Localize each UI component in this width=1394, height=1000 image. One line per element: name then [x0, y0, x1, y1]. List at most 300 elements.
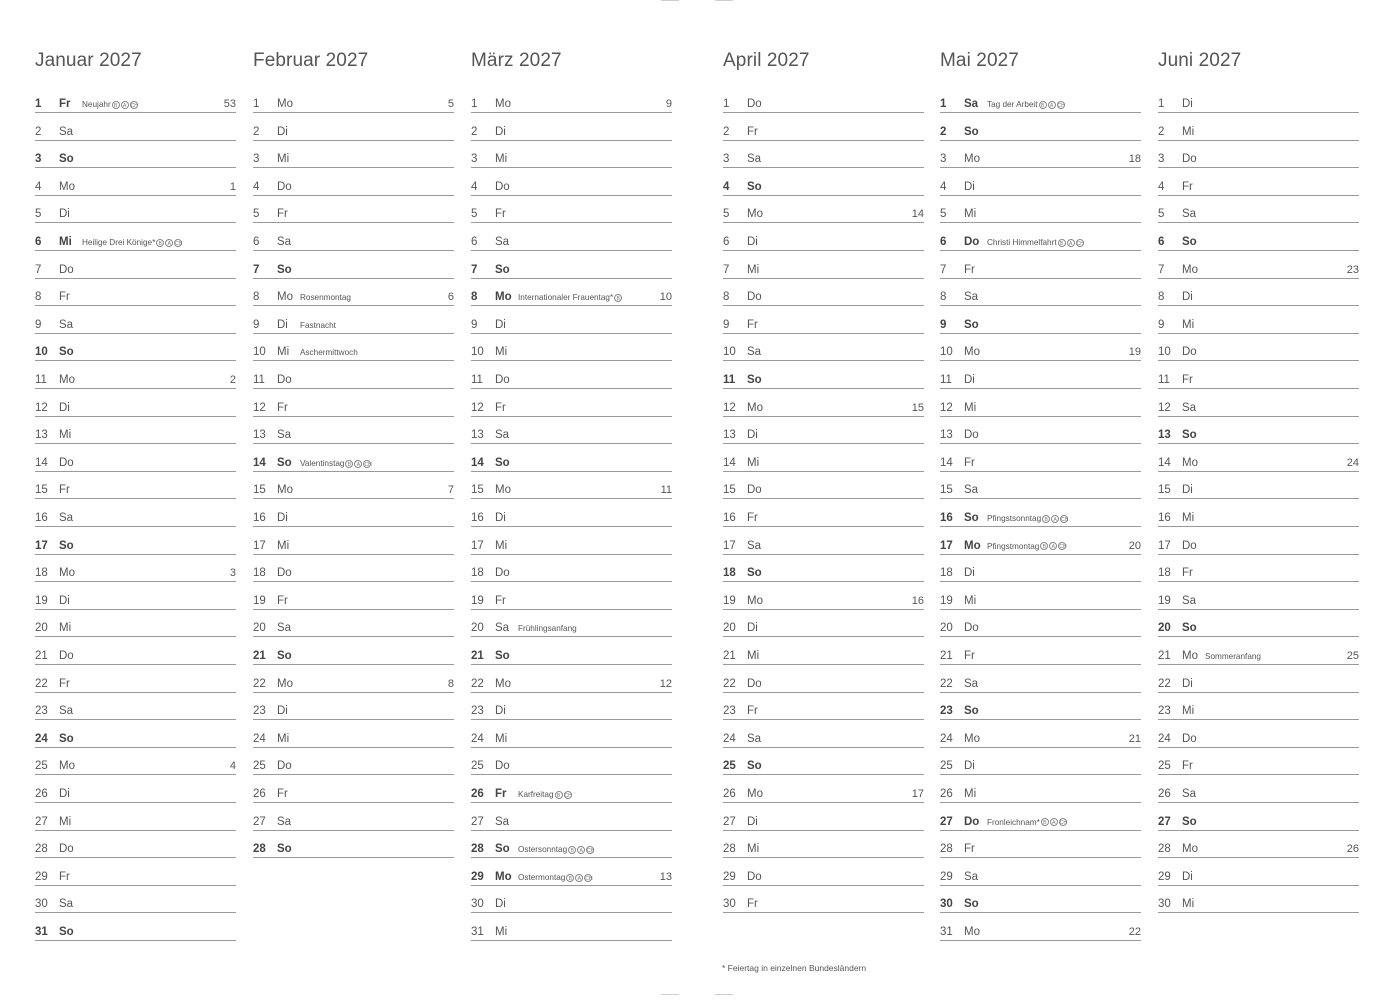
region-badge: CH	[175, 240, 183, 247]
weekday: Mo	[277, 484, 293, 497]
weekday: Sa	[964, 677, 979, 690]
day-row	[723, 733, 924, 748]
day-row	[471, 622, 672, 637]
day-row	[253, 291, 454, 306]
day-row	[471, 567, 672, 582]
day-number: 9	[35, 318, 42, 331]
weekday: Mo	[495, 291, 512, 304]
day-row	[1158, 291, 1359, 306]
day-row	[471, 153, 672, 168]
region-badge: B	[156, 239, 164, 247]
weekday: Sa	[495, 815, 510, 828]
week-number: 23	[1346, 263, 1359, 276]
weekday: Fr	[59, 870, 70, 883]
day-number: 24	[723, 732, 736, 745]
weekday: Sa	[747, 539, 762, 552]
weekday: Fr	[1182, 760, 1193, 773]
day-number: 2	[723, 125, 730, 138]
holiday-name: Sommeranfang	[1205, 652, 1261, 661]
weekday: Mi	[277, 346, 290, 359]
weekday: Di	[277, 318, 288, 331]
day-row	[35, 153, 236, 168]
day-number: 16	[940, 512, 953, 524]
day-row	[1158, 264, 1359, 279]
day-row	[35, 650, 236, 665]
day-row	[35, 926, 236, 941]
day-row	[1158, 567, 1359, 582]
weekday: Fr	[495, 401, 506, 414]
weekday: So	[747, 180, 762, 193]
day-row	[35, 181, 236, 196]
day-number: 25	[940, 760, 953, 773]
day-number: 17	[253, 539, 266, 552]
weekday: So	[277, 843, 292, 856]
day-number: 13	[1158, 429, 1171, 442]
day-number: 9	[1158, 318, 1165, 331]
weekday: Fr	[59, 291, 70, 304]
day-number: 27	[723, 815, 736, 828]
weekday: So	[964, 898, 979, 911]
holiday-label	[300, 348, 358, 357]
day-row	[35, 264, 236, 279]
weekday: Mi	[964, 594, 977, 607]
footnote: * Feiertag in einzelnen Bundesländern	[722, 963, 867, 973]
week-number: 6	[447, 291, 454, 304]
weekday: So	[495, 843, 510, 856]
region-badge: A	[165, 239, 173, 247]
weekday: Di	[495, 705, 506, 718]
weekday: Di	[277, 512, 288, 524]
week-number: 1	[229, 180, 236, 193]
weekday: Do	[747, 291, 762, 304]
holiday-label	[987, 100, 1065, 109]
weekday: Do	[495, 374, 510, 386]
weekday: So	[964, 512, 979, 524]
weekday: Di	[59, 594, 70, 607]
week-number: 18	[1128, 153, 1141, 166]
weekday: Mi	[59, 815, 72, 828]
day-row	[723, 760, 924, 775]
day-number: 24	[253, 732, 266, 745]
weekday: Di	[59, 401, 70, 414]
weekday: Di	[495, 125, 506, 138]
weekday: Fr	[1182, 374, 1193, 386]
day-row	[723, 540, 924, 555]
day-number: 21	[723, 650, 736, 662]
weekday: So	[964, 705, 979, 718]
day-row	[253, 181, 454, 196]
day-row	[723, 484, 924, 499]
day-number: 28	[940, 843, 953, 856]
day-number: 27	[253, 815, 266, 828]
weekday: Mo	[59, 180, 75, 193]
day-row	[253, 374, 454, 389]
region-badge: CH	[1076, 240, 1084, 247]
weekday: Di	[495, 512, 506, 524]
day-number: 20	[35, 622, 48, 635]
weekday: Sa	[59, 705, 74, 718]
day-row	[35, 98, 236, 113]
holiday-name: Fastnacht	[300, 320, 336, 330]
week-number: 19	[1128, 346, 1141, 359]
region-badge: CH	[364, 461, 372, 468]
week-number: 4	[229, 760, 236, 773]
weekday: Do	[1182, 732, 1197, 745]
holiday-label	[300, 321, 336, 330]
day-number: 20	[940, 622, 953, 635]
weekday: Fr	[1182, 180, 1193, 193]
weekday: Sa	[1182, 594, 1197, 607]
weekday: Di	[1182, 870, 1193, 883]
weekday: Mi	[1182, 705, 1195, 718]
day-row	[723, 98, 924, 113]
day-number: 5	[1158, 208, 1165, 221]
region-badge: CH	[1059, 544, 1067, 551]
day-number: 5	[253, 208, 260, 221]
day-row	[723, 871, 924, 886]
day-number: 6	[723, 236, 730, 248]
day-number: 26	[940, 788, 953, 800]
day-number: 15	[471, 484, 484, 497]
day-number: 14	[471, 456, 484, 469]
weekday: Mi	[59, 622, 72, 635]
day-number: 16	[1158, 512, 1171, 524]
day-number: 7	[253, 263, 260, 276]
day-row	[940, 153, 1141, 168]
day-row	[940, 402, 1141, 417]
day-number: 13	[253, 429, 266, 442]
day-row	[35, 760, 236, 775]
day-number: 27	[1158, 815, 1171, 828]
day-row	[940, 622, 1141, 637]
weekday: Sa	[495, 236, 510, 248]
weekday: Di	[964, 374, 975, 386]
day-row	[1158, 788, 1359, 803]
week-number: 3	[229, 567, 236, 580]
day-number: 6	[940, 236, 947, 248]
day-number: 29	[723, 870, 736, 883]
day-number: 6	[471, 236, 478, 248]
weekday: Do	[495, 760, 510, 773]
day-number: 14	[35, 456, 48, 469]
day-number: 19	[1158, 594, 1171, 607]
weekday: Fr	[277, 788, 288, 800]
day-number: 11	[253, 374, 265, 386]
day-number: 17	[1158, 539, 1171, 552]
day-row	[471, 346, 672, 361]
weekday: Fr	[59, 677, 70, 690]
weekday: So	[59, 539, 74, 552]
holiday-name: Pfingstsonntag	[987, 514, 1042, 523]
day-row	[35, 236, 236, 251]
day-number: 18	[471, 567, 484, 580]
day-row	[940, 429, 1141, 444]
weekday: Mi	[747, 456, 760, 469]
holiday-name: Rosenmontag	[300, 293, 351, 303]
weekday: Do	[59, 650, 74, 662]
day-number: 26	[253, 788, 266, 800]
day-row	[940, 871, 1141, 886]
day-row	[253, 733, 454, 748]
day-row	[35, 788, 236, 803]
day-row	[35, 567, 236, 582]
day-row	[35, 540, 236, 555]
day-number: 20	[723, 622, 736, 635]
crop-mark	[715, 0, 733, 1]
day-row	[1158, 484, 1359, 499]
weekday: Fr	[964, 456, 975, 469]
holiday-label	[518, 873, 592, 882]
day-row	[1158, 816, 1359, 831]
day-row	[940, 595, 1141, 610]
day-row	[253, 788, 454, 803]
day-number: 24	[940, 732, 953, 745]
day-row	[471, 264, 672, 279]
weekday: Mi	[1182, 512, 1195, 524]
day-number: 22	[471, 677, 484, 690]
week-number: 12	[659, 677, 672, 690]
day-row	[940, 126, 1141, 141]
month-title: Februar 2027	[253, 50, 369, 71]
weekday: Mo	[747, 788, 763, 800]
day-row	[35, 595, 236, 610]
day-number: 17	[940, 539, 953, 552]
day-row	[253, 843, 454, 858]
holiday-name: Karfreitag	[518, 790, 554, 799]
day-number: 4	[723, 180, 730, 193]
day-row	[940, 760, 1141, 775]
weekday: Mo	[277, 291, 293, 304]
weekday: Mo	[747, 401, 763, 414]
day-row	[253, 705, 454, 720]
region-badge: B	[555, 791, 563, 799]
day-row	[253, 760, 454, 775]
weekday: So	[747, 567, 762, 580]
day-row	[723, 678, 924, 693]
holiday-name: Christi Himmelfahrt	[987, 238, 1057, 247]
day-number: 1	[471, 98, 478, 110]
weekday: Sa	[277, 429, 292, 442]
day-number: 15	[723, 484, 736, 497]
weekday: Fr	[495, 208, 506, 221]
day-row	[723, 291, 924, 306]
day-row	[253, 208, 454, 223]
day-row	[471, 678, 672, 693]
weekday: So	[747, 760, 762, 773]
day-row	[940, 705, 1141, 720]
day-row	[1158, 374, 1359, 389]
day-row	[1158, 595, 1359, 610]
holiday-name: Internationaler Frauentag*	[518, 293, 614, 303]
day-number: 26	[723, 788, 736, 800]
day-row	[471, 540, 672, 555]
day-number: 8	[35, 291, 42, 304]
weekday: Di	[747, 815, 758, 828]
day-row	[471, 457, 672, 472]
day-number: 22	[723, 677, 736, 690]
day-number: 7	[940, 263, 947, 276]
day-row	[471, 705, 672, 720]
day-row	[723, 595, 924, 610]
weekday: So	[59, 926, 74, 938]
weekday: Mo	[964, 539, 981, 552]
weekday: Di	[495, 898, 506, 911]
weekday: Mo	[747, 594, 763, 607]
week-number: 14	[911, 208, 924, 221]
crop-mark	[715, 994, 733, 995]
region-badge: A	[577, 846, 585, 854]
day-number: 7	[471, 263, 478, 276]
weekday: Di	[747, 429, 758, 442]
week-number: 22	[1128, 926, 1141, 938]
weekday: Sa	[747, 346, 762, 359]
day-row	[940, 567, 1141, 582]
day-row	[35, 843, 236, 858]
day-row	[940, 788, 1141, 803]
day-number: 4	[35, 180, 42, 193]
day-number: 14	[723, 456, 736, 469]
day-number: 21	[253, 650, 266, 662]
weekday: Fr	[747, 898, 758, 911]
day-row	[253, 236, 454, 251]
weekday: Mi	[277, 732, 290, 745]
day-number: 28	[253, 843, 266, 856]
region-badge: B	[345, 460, 353, 468]
weekday: Mo	[964, 926, 980, 938]
weekday: Mo	[964, 732, 980, 745]
day-number: 24	[471, 732, 484, 745]
day-row	[940, 843, 1141, 858]
holiday-name: Frühlingsanfang	[518, 624, 577, 634]
day-number: 6	[1158, 236, 1165, 248]
day-number: 19	[940, 594, 953, 607]
day-row	[253, 484, 454, 499]
weekday: Sa	[964, 98, 979, 110]
weekday: Do	[277, 567, 292, 580]
day-number: 13	[940, 429, 953, 442]
region-badge: CH	[1059, 820, 1068, 827]
weekday: Sa	[1182, 788, 1197, 800]
day-number: 29	[1158, 870, 1171, 883]
day-row	[471, 926, 672, 941]
day-row	[471, 843, 672, 858]
weekday: Mo	[495, 677, 511, 690]
day-number: 23	[253, 705, 266, 718]
weekday: Do	[59, 843, 74, 856]
day-number: 4	[940, 180, 947, 193]
day-number: 1	[35, 98, 42, 110]
day-row	[940, 346, 1141, 361]
week-number: 13	[659, 870, 672, 883]
week-number: 24	[1346, 456, 1359, 469]
day-number: 23	[1158, 705, 1171, 718]
weekday: So	[59, 732, 74, 745]
day-number: 30	[35, 898, 48, 911]
day-row	[1158, 622, 1359, 637]
weekday: So	[964, 125, 979, 138]
weekday: So	[1182, 815, 1197, 828]
region-badge: B	[1039, 101, 1047, 109]
day-number: 19	[723, 594, 736, 607]
day-row	[35, 208, 236, 223]
weekday: Di	[277, 125, 288, 138]
month-title: Juni 2027	[1158, 50, 1242, 71]
day-row	[471, 816, 672, 831]
day-row	[35, 733, 236, 748]
day-row	[35, 291, 236, 306]
week-number: 15	[911, 401, 924, 414]
day-number: 3	[723, 153, 730, 166]
day-row	[253, 595, 454, 610]
day-row	[471, 512, 672, 527]
weekday: Sa	[964, 291, 979, 304]
day-row	[1158, 733, 1359, 748]
day-number: 30	[940, 898, 953, 911]
day-row	[1158, 650, 1359, 665]
weekday: Mo	[1182, 456, 1198, 469]
weekday: Mi	[59, 429, 72, 442]
day-row	[1158, 540, 1359, 555]
day-row	[253, 540, 454, 555]
day-number: 8	[940, 291, 947, 304]
day-number: 9	[471, 318, 478, 331]
weekday: So	[277, 650, 292, 662]
day-row	[471, 402, 672, 417]
day-row	[723, 236, 924, 251]
day-row	[940, 650, 1141, 665]
weekday: Di	[964, 567, 975, 580]
region-badge: CH	[587, 848, 595, 855]
weekday: Sa	[59, 512, 74, 524]
day-number: 5	[723, 208, 730, 221]
day-row	[723, 319, 924, 334]
day-number: 14	[253, 456, 266, 469]
day-row	[471, 898, 672, 913]
holiday-name: Ostermontag	[518, 872, 566, 882]
day-number: 7	[1158, 263, 1165, 276]
holiday-label	[518, 293, 622, 302]
day-row	[253, 153, 454, 168]
weekday: Mo	[59, 567, 75, 580]
day-row	[723, 346, 924, 361]
weekday: Mo	[495, 870, 512, 883]
day-number: 8	[471, 291, 478, 304]
week-number: 20	[1128, 539, 1141, 552]
weekday: So	[495, 456, 510, 469]
day-row	[35, 705, 236, 720]
day-number: 29	[940, 870, 953, 883]
day-number: 28	[35, 843, 48, 856]
weekday: Do	[277, 374, 292, 386]
weekday: Mo	[964, 346, 980, 359]
weekday: Sa	[495, 622, 510, 635]
day-number: 29	[35, 870, 48, 883]
month-title: Januar 2027	[35, 50, 142, 71]
weekday: Sa	[277, 815, 292, 828]
day-row	[940, 98, 1141, 113]
day-row	[471, 291, 672, 306]
day-row	[253, 126, 454, 141]
holiday-label	[518, 845, 594, 854]
region-badge: B	[1041, 818, 1049, 826]
day-row	[35, 374, 236, 389]
weekday: Fr	[1182, 567, 1193, 580]
day-number: 22	[1158, 677, 1171, 690]
day-row	[471, 429, 672, 444]
day-row	[940, 181, 1141, 196]
weekday: Mi	[277, 153, 290, 166]
weekday: Mi	[495, 926, 508, 938]
